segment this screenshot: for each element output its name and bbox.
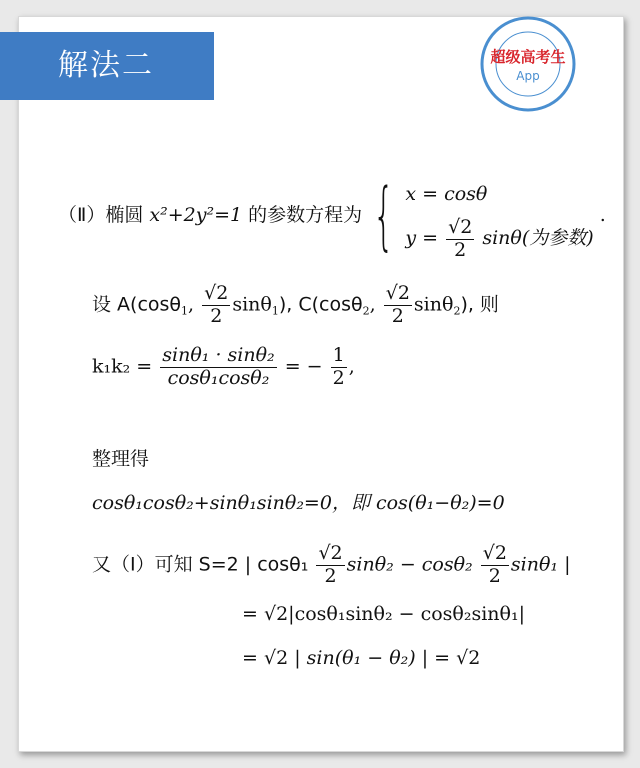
frac-area-2: $\frac{√2}{2}$ (482, 542, 507, 587)
frac-area-1: $\frac{√2}{2}$ (318, 542, 343, 587)
frac-k1k2: $\frac{\text{sinθ₁ · sinθ₂}}{\text{cosθ₁cosθ₂}}$ (162, 344, 275, 389)
point-a-sin: sinθ (232, 293, 272, 316)
result-root-two: √2 (456, 647, 481, 669)
logo-brand: 超级高考生 (490, 48, 566, 66)
section-title: 解法二 (0, 32, 214, 100)
points-prefix: 设 A(cosθ (92, 293, 182, 316)
k1k2-equals: = − (284, 355, 323, 378)
line-points: 设 A(cosθ$_1$, $\frac{√2}{2}$ sinθ$_1$), C(cosθ$_2$, $\frac{√2}{2}$ sinθ$_2$), 则 (92, 282, 499, 327)
label-part2: （Ⅱ）椭圆 (58, 204, 144, 226)
abs-expression: |cosθ₁sinθ₂ − cosθ₂sinθ₁| (288, 603, 525, 625)
cos-diff-equation: cosθ₁cosθ₂+sinθ₁sinθ₂=0，即 cos(θ₁−θ₂)=0 (92, 492, 505, 514)
line-area (92, 543, 570, 588)
line-k1k2: k₁k₂ = $\frac{\text{sinθ₁ · sinθ₂}}{\text{cosθ₁cosθ₂}}$ = − $\frac{1}{2}$ , (92, 344, 355, 389)
param-x: x = cosθ (405, 183, 488, 205)
ellipse-equation: x²+2y²=1 (149, 204, 243, 226)
line-area-2: = √2|cosθ₁sinθ₂ − cosθ₂sinθ₁| (242, 603, 525, 625)
frac-root2-over-2: $\frac{√2}{2}$ (448, 215, 473, 261)
period: . (599, 204, 606, 226)
point-c-sin: sinθ (413, 293, 454, 316)
frac-one-half: $\frac{1}{2}$ (332, 344, 345, 389)
point-c: ), C(cosθ (278, 293, 363, 316)
line-simplify: 整理得 (92, 448, 150, 470)
line-cos-diff (92, 488, 505, 515)
text-param-eq: 的参数方程为 (248, 204, 363, 226)
area-mid: sinθ₂ − cosθ₂ (346, 553, 473, 576)
frac-point-a: $\frac{√2}{2}$ (204, 282, 229, 327)
frac-point-c: $\frac{√2}{2}$ (385, 282, 410, 327)
param-y-suffix: sinθ(为参数) (482, 227, 594, 249)
brace: { (373, 173, 395, 259)
abs-sin-diff: | sin(θ₁ − θ₂) | = (294, 647, 451, 669)
root-two: √2 (263, 603, 289, 625)
logo-sub: App (516, 69, 540, 83)
k1k2-label: k₁k₂ = (92, 355, 153, 378)
area-prefix: 又（Ⅰ）可知 S=2 | cosθ₁ (92, 553, 309, 576)
param-system (405, 172, 593, 260)
line-ellipse-param (58, 172, 606, 260)
line-area-3: = √2 | sin(θ₁ − θ₂) | = √2 (242, 647, 481, 669)
param-y-prefix: y = (405, 227, 439, 249)
points-end: ), 则 (460, 293, 499, 316)
area-end: sinθ₁ | (510, 553, 571, 576)
